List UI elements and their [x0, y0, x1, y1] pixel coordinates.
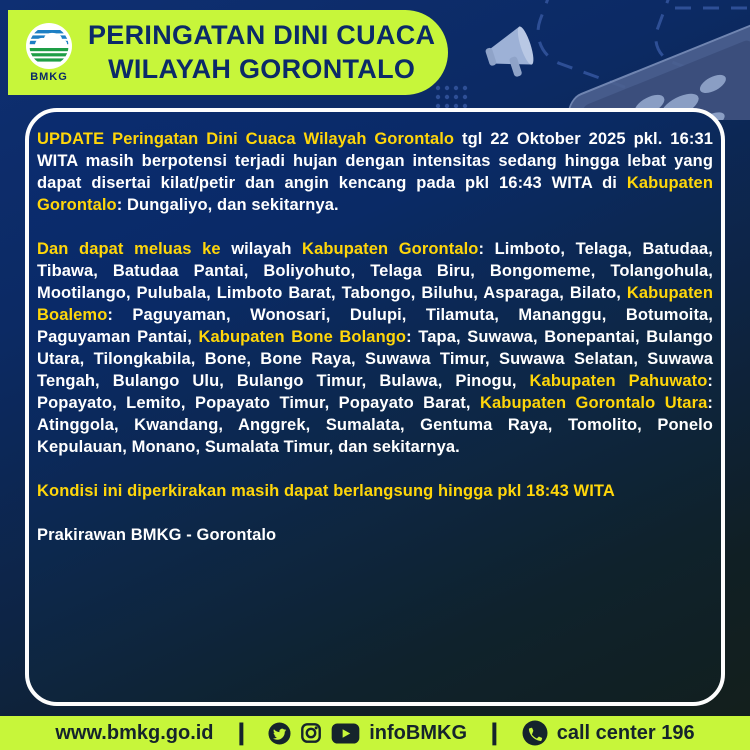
bulletin-paragraph-update: UPDATE Peringatan Dini Cuaca Wilayah Gorontalo tgl 22 Oktober 2025 pkl. 16:31 WITA masih berpotensi terjadi hujan dengan intensitas sedang hingga lebat yang dapat disertai kilat/petir dan angin kencang pada pkl 16:43 WITA di Kabupaten Gorontalo: Dungaliyo, dan sekitarnya. — [37, 130, 713, 214]
header-banner — [8, 10, 448, 95]
bmkg-logo-label: BMKG — [30, 71, 68, 83]
banner-title-line1: PERINGATAN DINI CUACA — [88, 19, 436, 50]
bmkg-logo-icon — [25, 22, 73, 70]
megaphone-icon — [481, 25, 538, 84]
phone-map-illustration — [430, 0, 750, 120]
footer-bar — [0, 716, 750, 750]
footer-call-center-label: call center 196 — [556, 721, 695, 744]
phone-illustration — [568, 21, 750, 120]
footer-social-group — [268, 722, 467, 745]
footer-website: www.bmkg.go.id — [55, 721, 214, 744]
youtube-icon — [331, 723, 360, 744]
footer-separator: | — [236, 719, 246, 746]
footer-separator: | — [490, 719, 499, 746]
bulletin-card — [25, 108, 725, 706]
banner-title-line2: WILAYAH GORONTALO — [108, 53, 416, 84]
instagram-icon — [300, 722, 322, 744]
bulletin-paragraph-expansion: Dan dapat meluas ke wilayah Kabupaten Gorontalo: Limboto, Telaga, Batudaa, Tibawa, Batudaa Pantai, Boliyohuto, Telaga Biru, Bongomeme, Tolangohula, Mootilango, Pulubala, Limboto Barat, Tabongo, Biluhu, Asparaga, Bilato, Kabupaten Boalemo: Paguyaman, Wonosari, Dulupi, Tilamuta, Mananggu, Botumoita, Paguyaman Pantai, Kabupaten Bone Bolango: Tapa, Suwawa, Bonepantai, Bulango Utara, Tilongkabila, Bone, Bone Raya, Suwawa Timur, Suwawa Selatan, Suwawa Tengah, Bulango Ulu, Bulango Timur, Bulawa, Pinogu, Kabupaten Pahuwato: Popayato, Lemito, Popayato Timur, Popayato Barat, Kabupaten Gorontalo Utara: Atinggola, Kwandang, Anggrek, Sumalata, Gentuma Raya, Tomolito, Ponelo Kepulauan, Monano, Sumalata Timur, dan sekitarnya. — [37, 240, 713, 456]
dots-grid — [436, 86, 467, 108]
bulletin-paragraph-forecaster: Prakirawan BMKG - Gorontalo — [37, 526, 277, 544]
bulletin-paragraph-duration: Kondisi ini diperkirakan masih dapat berlangsung hingga pkl 18:43 WITA — [37, 482, 615, 500]
banner-title — [88, 19, 435, 87]
footer-social-handle: infoBMKG — [369, 721, 468, 744]
twitter-icon — [268, 722, 291, 745]
phone-icon — [522, 720, 548, 746]
footer-call-center-group — [522, 720, 695, 746]
bmkg-logo — [20, 22, 78, 83]
